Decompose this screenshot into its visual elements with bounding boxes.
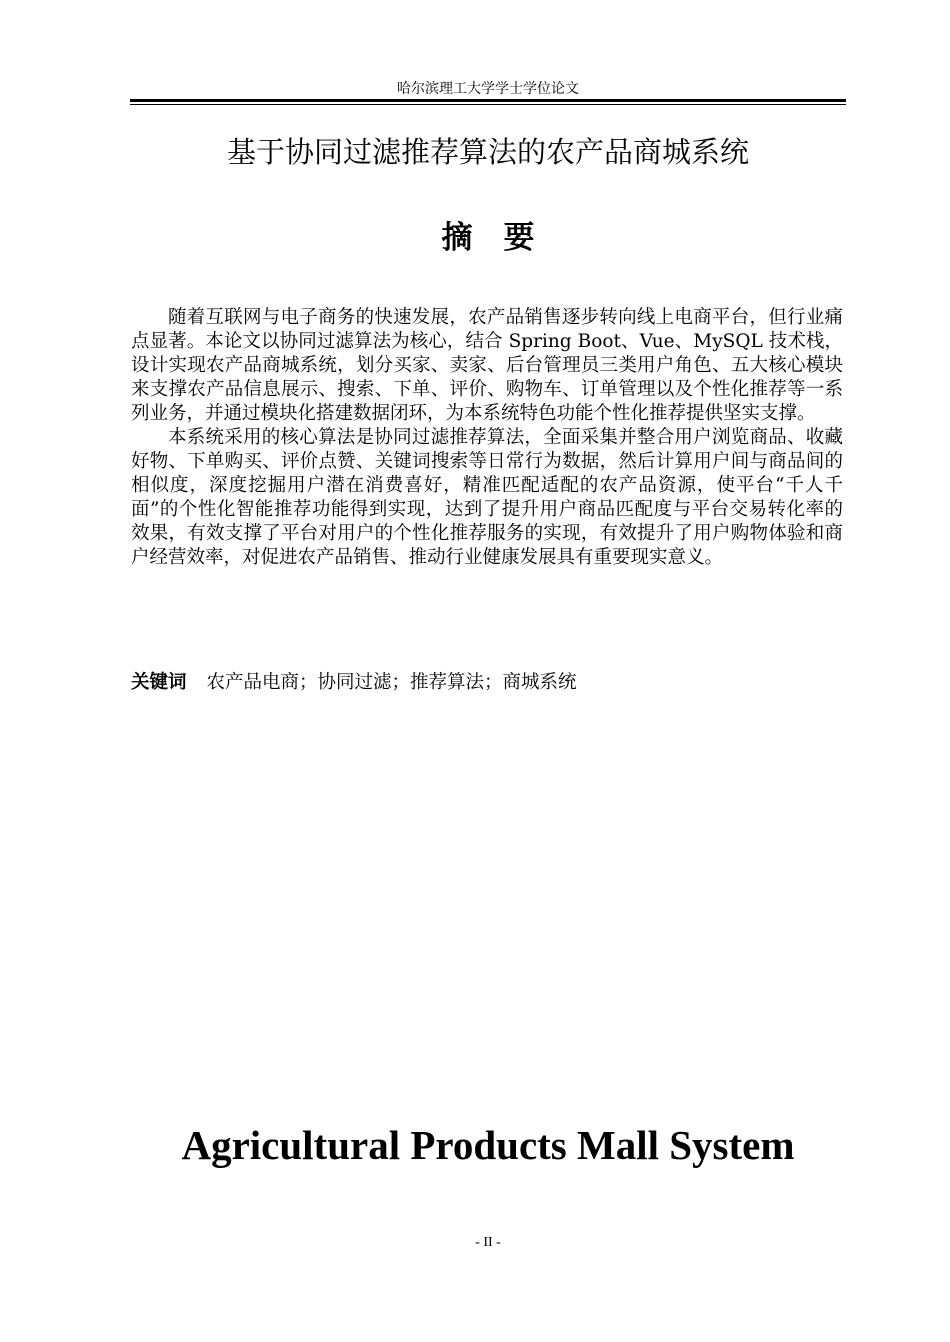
keywords-line xyxy=(131,671,843,695)
abstract-heading: 摘 要 xyxy=(441,220,535,256)
running-header: 哈尔滨理工大学学士学位论文 xyxy=(397,81,579,97)
keywords-text: 农产品电商；协同过滤；推荐算法；商城系统 xyxy=(206,672,577,693)
english-title: Agricultural Products Mall System xyxy=(181,1122,795,1168)
header-rule-thin xyxy=(130,104,846,105)
page-number: - II - xyxy=(475,1235,501,1250)
abstract-paragraph-1: 随着互联网与电子商务的快速发展，农产品销售逐步转向线上电商平台，但行业痛点显著。本论文以协同过滤算法为核心，结合 Spring Boot、Vue、MySQL 技术栈，设计实现农产品商城系统，划分买家、卖家、后台管理员三类用户角色、五大核心模块来支撑农产品信息展示、搜索、下单、评价、购物车、订单管理以及个性化推荐等一系列业务，并通过模块化搭建数据闭环，为本系统特色功能个性化推荐提供坚实支撑。 xyxy=(131,307,843,424)
header-rule xyxy=(130,99,846,102)
keywords-label: 关键词 xyxy=(131,672,187,693)
abstract-paragraph-2: 本系统采用的核心算法是协同过滤推荐算法，全面采集并整合用户浏览商品、收藏好物、下单购买、评价点赞、关键词搜索等日常行为数据，然后计算用户间与商品间的相似度，深度挖掘用户潜在消费喜好，精准匹配适配的农产品资源，使平台“千人千面”的个性化智能推荐功能得到实现，达到了提升用户商品匹配度与平台交易转化率的效果，有效支撑了平台对用户的个性化推荐服务的实现，有效提升了用户购物体验和商户经营效率，对促进农产品销售、推动行业健康发展具有重要现实意义。 xyxy=(131,427,843,568)
abstract-body xyxy=(131,306,843,570)
thesis-title: 基于协同过滤推荐算法的农产品商城系统 xyxy=(226,135,749,169)
